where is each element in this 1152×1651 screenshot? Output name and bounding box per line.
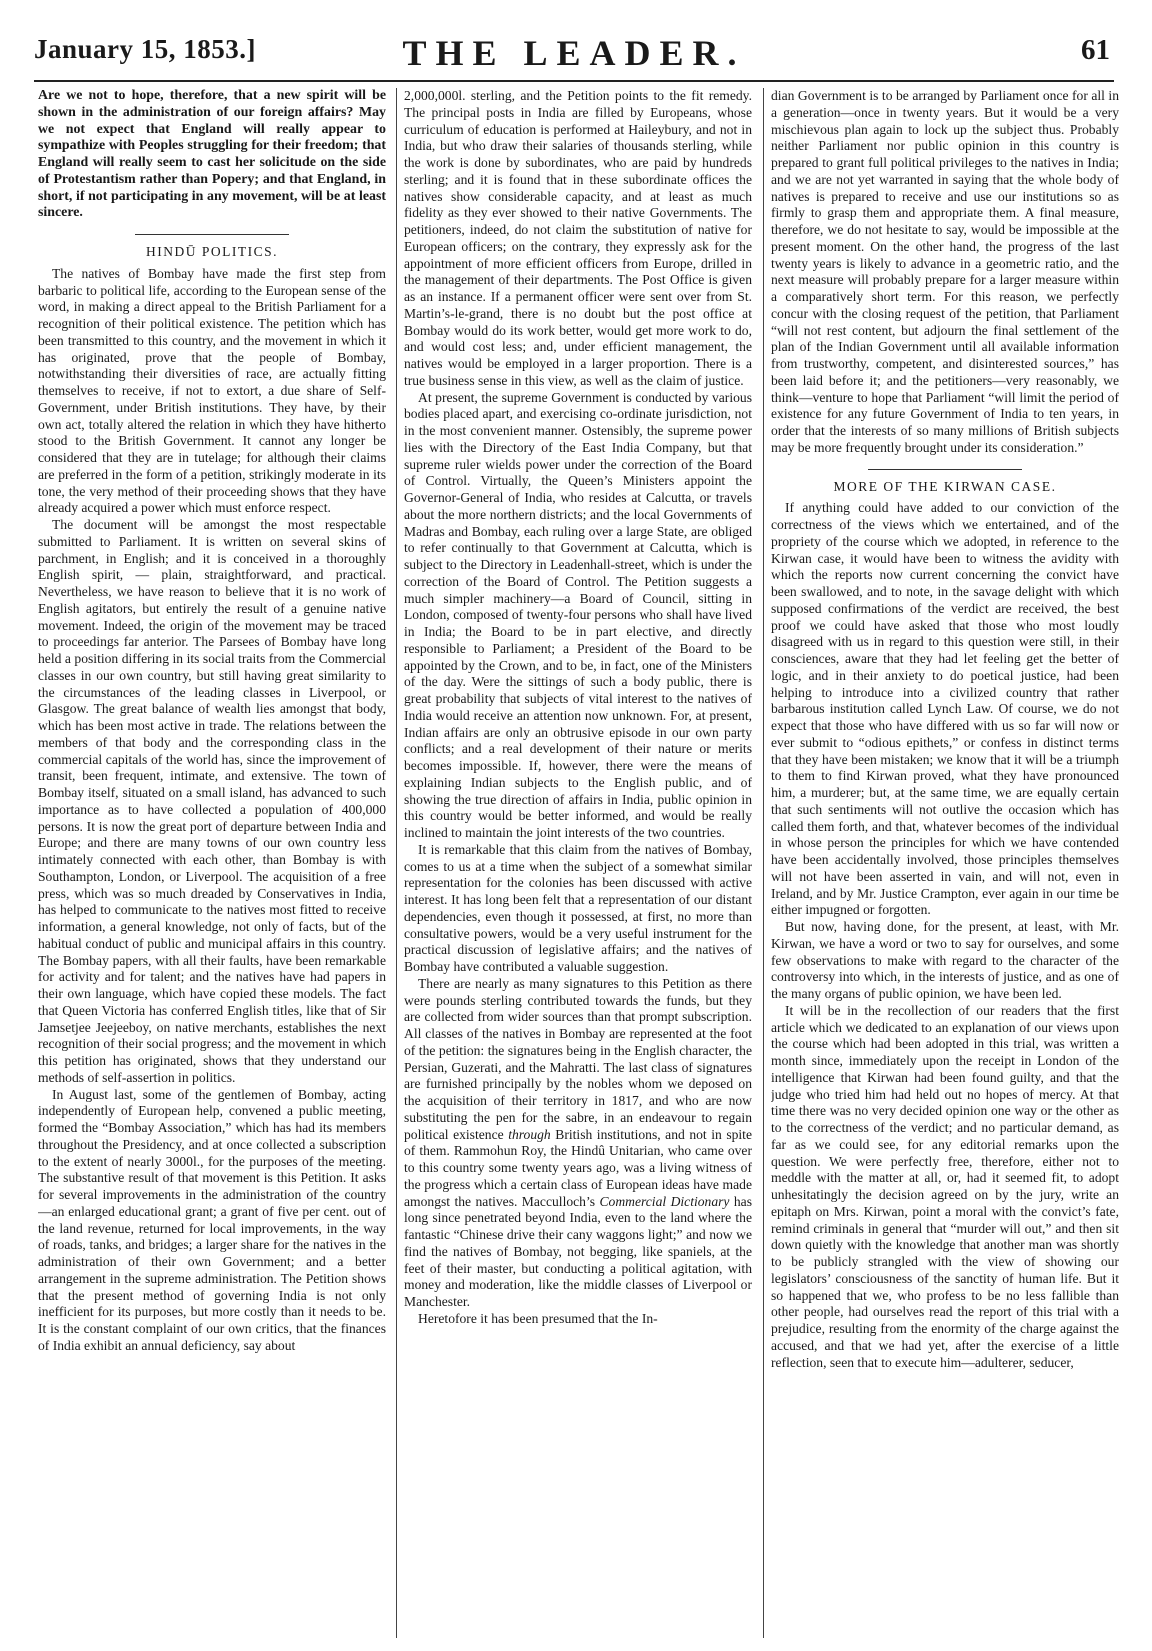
article-paragraph: The natives of Bombay have made the first step from barbaric to political life, according to the European sense of the word, in making a direct appeal to the British Parliament for a recognition of their political existence. The petition which has been transmitted to this country, and the movement in which it has originated, prove that the people of Bombay, notwithstanding their diversities of race, are actually fitting themselves to receive, if not to extort, a due share of Self-Government, under British institutions. They have, by their own act, totally altered the relation in which they have hitherto stood to the British Government. It cannot any longer be considered that they are in tutelage; for although their claims are preferred in the form of a petition, strikingly moderate in its tone, the very method of their proceeding shows that they have already acquired a power which must enforce respect.: [38, 265, 386, 516]
article-paragraph: dian Government is to be arranged by Parliament once for all in a generation—once in twenty years. But it would be a very mischievous plan again to lock up the subject thus. Probably neither Parliament nor public opinion in this country is prepared to grant full political privileges to the natives in India; and we are not yet warranted in saying that the whole body of natives is prepared to receive and use our institutions so as firmly to grasp them and appropriate them. A final measure, therefore, we do not hesitate to say, would be impossible at the present moment. On the other hand, the progress of the last twenty years is likely to advance in a geometric ratio, and the next measure will probably prepare for a larger measure within a comparatively short term. For this reason, we perfectly concur with the closing request of the petition, that Parliament “will not rest content, but adjourn the final settlement of the plan of the Indian Government until all available information from trustworthy, competent, and disinterested sources,” has been laid before it; and the petitioners—very reasonably, we think—venture to hope that Parliament “will limit the period of existence for any future Government of India to ten years, in order that the interests of so many millions of British subjects may be more frequently brought under its consideration.”: [771, 88, 1119, 455]
column-1: [38, 88, 386, 1643]
paragraph-text: British institutions, and not in spite of them. Rammohun Roy, the Hindû Unitarian, who came over to this country some twenty years ago, was a living witness of the progress which a certain class of European ideas have made amongst the natives. Macculloch’s: [404, 1126, 752, 1209]
article-paragraph: [404, 976, 752, 1311]
emphasis-text: through: [508, 1126, 551, 1142]
article-paragraph: 2,000,000l. sterling, and the Petition points to the fit remedy. The principal posts in India are filled by Europeans, whose curriculum of education is performed at Haileybury, and not in India, but who draw their salaries of thousands sterling, while the work is done by subordinates, who are paid by hundreds sterling; and it is found that in these subordinate offices the natives show considerable capacity, and at least as much fidelity as they ever showed to their native Governments. The petitioners, indeed, do not claim the substitution of native for European officers; on the contrary, they expressly ask for the appointment of more efficient officers from Europe, drilled in the management of their departments. The Post Office is given as an instance. If a permanent officer were sent over from St. Martin’s-le-grand, there is no doubt but the post office at Bombay would do its work better, would get more work to do, and would cost less; and, under efficient management, the natives would be employed in a larger proportion. There is a true business sense in this view, as well as the claim of justice.: [404, 88, 752, 388]
column-3: [771, 88, 1119, 1643]
column-divider: [396, 88, 397, 1638]
newspaper-title: THE LEADER.: [402, 33, 746, 73]
page-number: 61: [1081, 34, 1110, 66]
article-paragraph: It is remarkable that this claim from the natives of Bombay, comes to us at a time when the subject of a somewhat similar representation for the colonies has been discussed with active interest. It has long been felt that a representation of our distant dependencies, even though it possessed, at first, no more than consultative powers, would be a very useful instrument for the practical discussion of legislative affairs; and the natives of Bombay have contributed a valuable suggestion.: [404, 841, 752, 974]
article-heading-kirwan-case: MORE OF THE KIRWAN CASE.: [771, 469, 1119, 496]
paragraph-text: has long since penetrated beyond India, even to the land where the fantastic “Chinese drive their cany waggons light;” and now we find the natives of Bombay, not begging, like spaniels, at the feet of their master, but conducting a political agitation, with money and moderation, like the middle classes of Liverpool or Manchester.: [404, 1193, 752, 1309]
article-paragraph: It will be in the recollection of our readers that the first article which we dedicated to an explanation of our views upon the course which had been adopted in this trial, was written a month since, immediately upon the receipt in London of the intelligence that Kirwan had been found guilty, and that the judge who tried him had held out no hopes of mercy. At that time there was no very decided opinion one way or the other as to the correctness of the verdict; and no particular demand, as far as we could see, for any editorial remarks upon the question. We were perfectly free, therefore, either not to meddle with the matter at all, or, had it seemed fit, to adopt unhesitatingly the decision agreed on by the jury, write an epitaph on Mrs. Kirwan, point a moral with the convict’s fate, remind criminals in general that “murder will out,” and then sit down quietly with the knowledge that another man was shortly to be publicly strangled with the view of showing our legislators’ consciousness of the sanctity of human life. But it so happened that we, who profess to be no less fallible than other people, had ourselves read the report of this trial with a prejudice, resulting from the enormity of the charge against the accused, and that we had yet, after the exercise of a little reflection, seen that to execute him—adulterer, seducer,: [771, 1002, 1119, 1370]
article-paragraph: The document will be amongst the most respectable submitted to Parliament. It is written on several skins of parchment, in English; and it is conceived in a thoroughly English spirit, — plain, straightforward, and practical. Nevertheless, we have reason to believe that it is no work of English agitators, but entirely the result of a genuine native movement. Indeed, the origin of the movement may be traced to proceedings far anterior. The Parsees of Bombay have long held a position differing in its social traits from the Commercial classes in our own country, but still having great similarity to the circumstances of the leading classes in Liverpool, or Glasgow. The great balance of wealth lies amongst that body, which has been most active in trade. The relations between the members of that body and the corresponding class in the commercial capitals of the world has, since the improvement of transit, been frequent, intimate, and extensive. The town of Bombay itself, situated on a small island, has advanced to such importance as to have collected a population of 400,000 persons. It is now the great port of departure between India and Europe; and there are many towns of our own country less intimately connected with each other, than Bombay is with Southampton, London, or Liverpool. The acquisition of a free press, which was so much dreaded by Conservatives in India, has helped to communicate to the natives most fitted to receive information, a general knowledge, not only of facts, but of the habitual conduct of public and municipal affairs in this country. The Bombay papers, with all their faults, have been remarkable for activity and for talent; and the natives have had papers in their own language, which have copied these models. The fact that Queen Victoria has conferred English titles, like that of Sir Jamsetjee Jeejeeboy, on native merchants, establishes the next recognition of their social progress; and the movement in which this petition has originated, shows that they understand our methods of self-assertion in politics.: [38, 517, 386, 1085]
article-paragraph: If anything could have added to our conviction of the correctness of the views which we entertained, and of the propriety of the course which we adopted, in reference to the Kirwan case, it would have been to witness the avidity with which the reports now current concerning the convict have been swallowed, and to note, in the savage delight with which supposed confirmations of the verdict are received, the best proof we could have asked that those who most loudly disagreed with us in regard to this question were still, in their consciences, aware that they had let feeling get the better of logic, and in their anxiety to do poetical justice, had been helping to introduce into a civilized country that rather barbarous institution called Lynch Law. Of course, we do not expect that those who have differed with us so far will now or ever submit to “odious epithets,” or confess in distinct terms that they have been mistaken; we know that it will be a triumph to them to find Kirwan proved, what they have pronounced him, a murderer; but, at the same time, we are equally certain that such sentiments will not outlive the occasion which has called them forth, and that, whatever becomes of the individual in whose person the principles for which we have contended have been accidentally involved, those principles themselves will not have been asserted in vain, and will not, even in Ireland, and by Mr. Justice Crampton, ever again in our time be either impugned or forgotten.: [771, 500, 1119, 918]
masthead: [34, 30, 1114, 76]
article-heading-hindu-politics: HINDŪ POLITICS.: [38, 234, 386, 261]
paragraph-text: There are nearly as many signatures to this Petition as there were pounds sterling contributed towards the funds, but they are collected from wider sources than that prompt subscription. All classes of the natives in Bombay are represented at the foot of the petition: the signatures being in the English character, the Persian, Guzerati, and the Mahratti. The last class of signatures are furnished principally by the nobles whom we deposed on the acquisition of their territory in 1817, and who are now substituting the pen for the sabre, in an endeavour to regain political existence: [404, 975, 752, 1142]
column-2: [404, 88, 752, 1643]
article-paragraph: Heretofore it has been presumed that the In-: [418, 1310, 658, 1326]
article-paragraph: In August last, some of the gentlemen of Bombay, acting independently of European help, convened a public meeting, formed the “Bombay Association,” which has had its members throughout the Presidency, and at once collected a subscription to the extent of nearly 3000l., for the purposes of the meeting. The substantive result of that movement is this Petition. It asks for several improvements in the administration of the country—an enlarged educational grant; a grant of five per cent. out of the land revenue, returned for local improvements, in the way of roads, tanks, and bridges; a larger share for the natives in the administration of their own Government; and a better arrangement in the supreme administration. The Petition shows that the present method of governing India is not only inefficient for its purposes, but more costly than it needs to be. It is the constant complaint of our own critics, that the finances of India exhibit an annual deficiency, say about: [38, 1086, 386, 1353]
issue-date: January 15, 1853.]: [34, 34, 257, 64]
intro-paragraph: Are we not to hope, therefore, that a new spirit will be shown in the administration of our foreign affairs? May we not expect that England will really appear to sympathize with Peoples struggling for their freedom; that England will really seem to cast her solicitude on the side of Protestantism rather than Popery; and that England, in short, if not participating in any movement, will be at least sincere.: [38, 88, 386, 221]
book-title: Commercial Dictionary: [599, 1193, 730, 1209]
article-paragraph: But now, having done, for the present, at least, with Mr. Kirwan, we have a word or two to say for ourselves, and some few observations to make with regard to the character of the controversy into which, in the interests of justice, and as one of the many organs of public opinion, we have been led.: [771, 919, 1119, 1001]
masthead-rule: [34, 80, 1114, 82]
article-paragraph: At present, the supreme Government is conducted by various bodies placed apart, and exercising co-ordinate jurisdiction, not in the most convenient manner. Ostensibly, the supreme power lies with the Directory of the East India Company, but that supreme ruler wields power under the correction of the Board of Control. Virtually, the Queen’s Ministers appoint the Governor-General of India, who resides at Calcutta, or travels about the more northern districts; and the local Governments of Madras and Bombay, each ruling over a large State, are obliged to refer continually to that Government at Calcutta, which is subject to the Directory in Leadenhall-street, which is under the correction of the Board of Control. The Petition suggests a much simpler machinery—a Board of Council, sitting in London, composed of twenty-four persons who shall have lived in India; the Board to be in part elective, and directly responsible to Parliament; a President of the Board to be appointed by the Crown, and to be, in fact, one of the Ministers of the day. Were the sittings of such a body public, there is great probability that subjects of vital interest to the natives of India would receive an attention now unknown. For, at present, Indian affairs are only an obtrusive episode in our own party conflicts; and a real development of their nature or merits becomes impossible. If, however, there were the means of explaining Indian subjects to the English public, and of showing the true direction of affairs in India, public opinion in this country would be better informed, and would be really inclined to maintain the joint interests of the two countries.: [404, 389, 752, 840]
column-divider: [763, 88, 764, 1638]
